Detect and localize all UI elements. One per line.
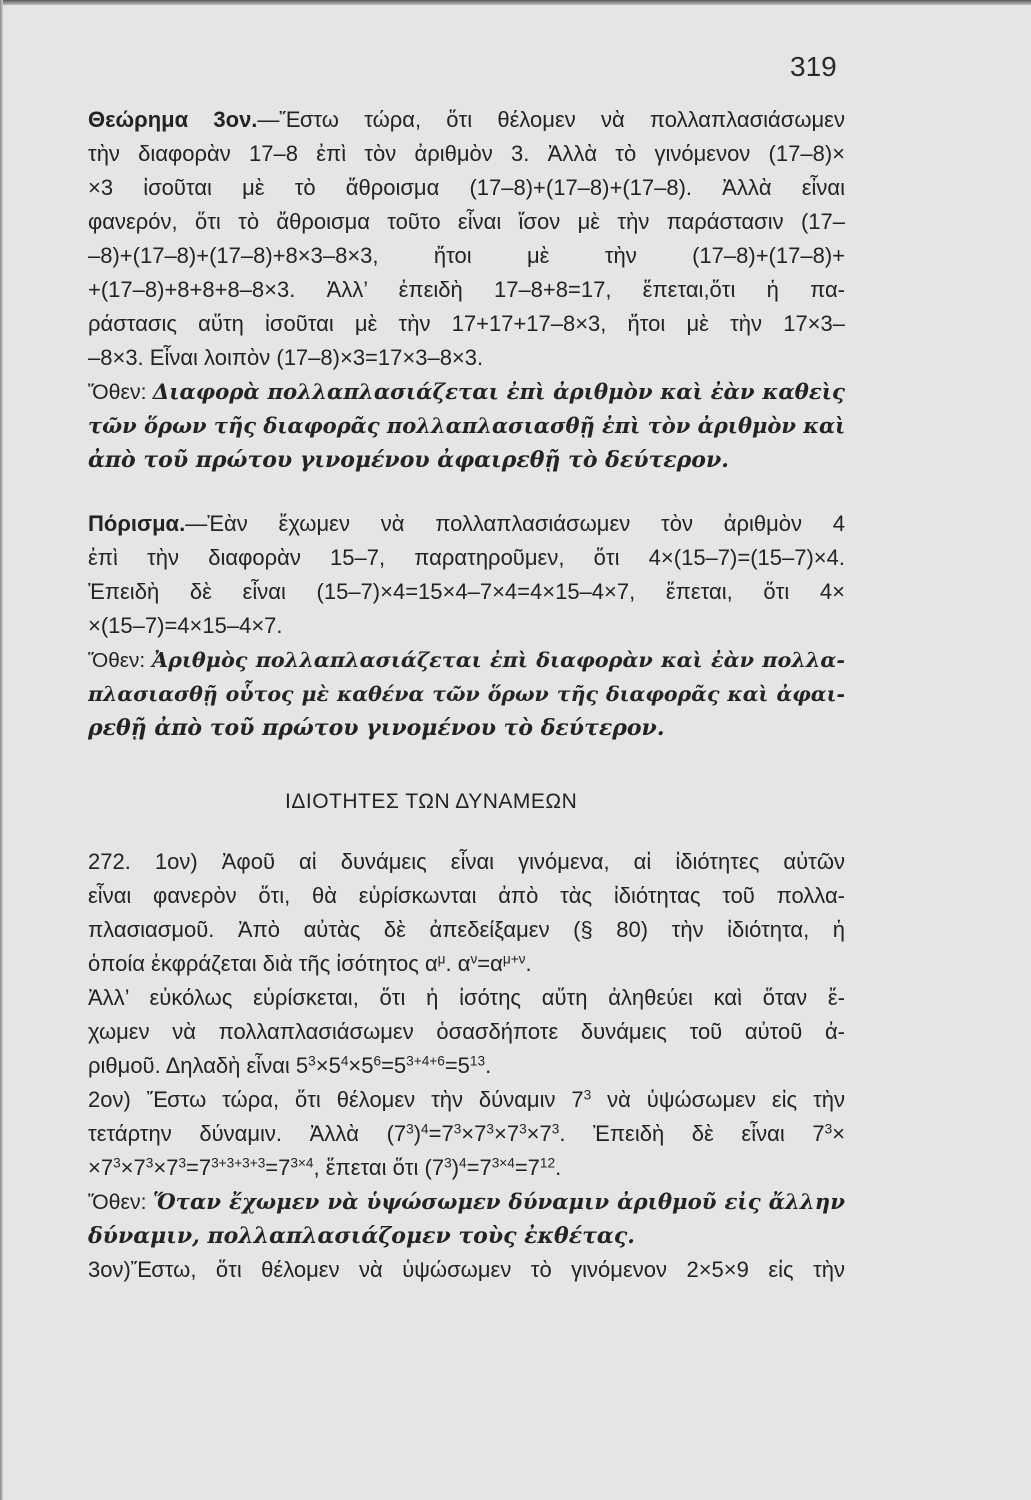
superscript: 3	[519, 1121, 527, 1137]
superscript: 6	[373, 1053, 382, 1069]
theorem-line-5: –8)+(17–8)+(17–8)+8×3–8×3, ἤτοι μὲ τὴν (17–8)+(17–8)+	[88, 243, 845, 268]
text-run: τετάρτην δύναμιν. Ἀλλὰ (7	[88, 1121, 407, 1146]
text-run: .	[555, 1155, 562, 1180]
theorem-line-1	[88, 103, 845, 137]
text-run: Ὅθεν:	[88, 380, 153, 404]
theorem-3-section	[88, 103, 845, 477]
rule-text: ἀπὸ τοῦ πρώτου γινομένου ἀφαιρεθῇ τὸ δεύτερον.	[88, 447, 729, 473]
text-run: , ἕπεται ὅτι (7	[313, 1155, 445, 1180]
text-run: =α	[477, 951, 503, 976]
text-run: ×7	[493, 1121, 520, 1146]
section-heading: ΙΔΙΟΤΗΤΕΣ ΤΩΝ ΔΥΝΑΜΕΩΝ	[285, 790, 578, 813]
superscript: 3×4	[290, 1155, 314, 1171]
powers-rule-line-1	[88, 1185, 845, 1219]
superscript: 3	[113, 1155, 121, 1171]
superscript: 13	[469, 1053, 486, 1069]
text-run: =7	[514, 1155, 540, 1180]
powers-line-6: χωμεν νὰ πολλαπλασιάσωμεν ὁσασδήποτε δυνάμεις τοῦ αὐτοῦ ἀ-	[88, 1019, 845, 1044]
superscript: 3	[551, 1121, 560, 1137]
powers-line-13: 3ον)Ἔστω, ὅτι θέλομεν νὰ ὑψώσωμεν τὸ γινόμενον 2×5×9 εἰς τὴν	[88, 1257, 845, 1282]
powers-line-3: πλασιασμοῦ. Ἀπὸ αὐτὰς δὲ ἀπεδείξαμεν (§ 80) τὴν ἰδιότητα, ἡ	[88, 917, 845, 942]
text-run: =7	[428, 1121, 454, 1146]
theorem-rule-line-3	[88, 443, 845, 477]
superscript: 3+4+6	[406, 1053, 445, 1069]
rule-text: πλασιασθῇ οὗτος μὲ καθένα τῶν ὅρων τῆς διαφορᾶς καὶ ἀφαι-	[88, 682, 845, 706]
superscript: 3	[824, 1121, 833, 1137]
superscript: 3	[178, 1155, 187, 1171]
superscript: 4	[421, 1121, 429, 1137]
text-run: =7	[265, 1155, 291, 1180]
corollary-line-3: Ἐπειδὴ δὲ εἶναι (15–7)×4=15×4–7×4=4×15–4×7, ἕπεται, ὅτι 4×	[88, 579, 845, 604]
text-run: ×7	[153, 1155, 179, 1180]
powers-rule-line-2	[88, 1219, 845, 1253]
corollary-rule-line-2	[88, 677, 845, 711]
powers-line-7	[88, 1049, 845, 1083]
powers-line-10	[88, 1151, 845, 1185]
corollary-rule-line-3	[88, 711, 845, 745]
rule-text: Ὅταν ἔχωμεν νὰ ὑψώσωμεν δύναμιν ἀριθμοῦ εἰς ἄλλην	[153, 1190, 845, 1215]
superscript: 3	[308, 1053, 316, 1069]
theorem-line-8: –8×3. Εἶναι λοιπὸν (17–8)×3=17×3–8×3.	[88, 345, 484, 370]
text-run: =7	[186, 1155, 212, 1180]
text-run: —Ἔστω τώρα, ὅτι θέλομεν νὰ πολλαπλασιάσωμεν	[257, 107, 845, 132]
text-run: —Ἐὰν ἔχωμεν νὰ πολλαπλασιάσωμεν τὸν ἀριθμὸν 4	[185, 511, 845, 536]
text-run: .	[485, 1053, 492, 1078]
theorem-line-2: τὴν διαφορὰν 17–8 ἐπὶ τὸν ἀριθμὸν 3. Ἀλλὰ τὸ γινόμενον (17–8)×	[88, 141, 845, 166]
rule-text: Ἀριθμὸς πολλαπλασιάζεται ἐπὶ διαφορὰν καὶ ἐὰν πολλα-	[151, 648, 845, 672]
superscript: 3	[486, 1121, 494, 1137]
superscript: 3	[444, 1155, 452, 1171]
rule-text: δύναμιν, πολλαπλασιάζομεν τοὺς ἐκθέτας.	[88, 1223, 635, 1249]
text-run: Ὅθεν:	[88, 649, 152, 672]
text-run: )	[413, 1121, 422, 1146]
rule-text: ρεθῇ ἀπὸ τοῦ πρώτου γινομένου τὸ δεύτερον.	[88, 715, 665, 741]
text-run: ×7	[88, 1155, 114, 1180]
text-run: . Ἐπειδὴ δὲ εἶναι 7	[559, 1121, 825, 1146]
superscript: 4	[340, 1053, 349, 1069]
text-run: )	[451, 1155, 460, 1180]
section-label: Πόρισμα.	[88, 511, 186, 536]
page-number: 319	[790, 51, 837, 82]
powers-line-8	[88, 1083, 845, 1117]
corollary-line-2: ἐπὶ τὴν διαφορὰν 15–7, παρατηροῦμεν, ὅτι 4×(15–7)=(15–7)×4.	[88, 545, 845, 570]
text-run: ×7	[120, 1155, 146, 1180]
text-run: ριθμοῦ. Δηλαδὴ εἶναι 5	[88, 1053, 309, 1078]
superscript: μ	[437, 951, 446, 967]
text-run: =5	[444, 1053, 470, 1078]
text-run: ×5	[315, 1053, 341, 1078]
text-run: ὁποία ἐκφράζεται διὰ τῆς ἰσότητος α	[88, 951, 438, 976]
superscript: 3	[453, 1121, 462, 1137]
powers-line-9	[88, 1117, 845, 1151]
superscript: 12	[539, 1155, 556, 1171]
superscript: 3	[583, 1087, 592, 1103]
superscript: 3	[406, 1121, 414, 1137]
powers-line-5: Ἀλλ’ εὐκόλως εὑρίσκεται, ὅτι ἡ ἰσότης αὕτη ἀληθεύει καὶ ὅταν ἔ-	[88, 985, 845, 1010]
superscript: ν	[470, 951, 478, 967]
powers-line-1: 272. 1ον) Ἀφοῦ αἱ δυνάμεις εἶναι γινόμενα, αἱ ἰδιότητες αὐτῶν	[88, 849, 845, 874]
text-run: =5	[381, 1053, 407, 1078]
text-run: .	[525, 951, 532, 976]
theorem-line-7: ράστασις αὕτη ἰσοῦται μὲ τὴν 17+17+17–8×3, ἤτοι μὲ τὴν 17×3–	[88, 311, 845, 336]
text-run: 2ον) Ἔστω τώρα, ὅτι θέλομεν τὴν δύναμιν 7	[88, 1087, 584, 1112]
rule-text: Διαφορὰ πολλαπλασιάζεται ἐπὶ ἀριθμὸν καὶ ἐὰν καθεὶς	[152, 380, 845, 405]
scan-top-edge	[0, 0, 1031, 5]
text-run: . α	[445, 951, 471, 976]
text-run: νὰ ὑψώσωμεν εἰς τὴν	[591, 1087, 845, 1112]
section-label: Θεώρημα 3ον.	[88, 107, 258, 132]
superscript: 4	[459, 1155, 467, 1171]
theorem-rule-line-2	[88, 409, 845, 443]
superscript: 3+3+3+3	[211, 1155, 266, 1171]
text-run: ×7	[526, 1121, 552, 1146]
superscript: μ+ν	[502, 951, 526, 967]
corollary-rule-line-1	[88, 643, 845, 677]
powers-line-4	[88, 947, 845, 981]
theorem-line-3: ×3 ἰσοῦται μὲ τὸ ἄθροισμα (17–8)+(17–8)+(17–8). Ἀλλὰ εἶναι	[88, 175, 845, 200]
text-run: ×5	[348, 1053, 374, 1078]
theorem-line-6: +(17–8)+8+8+8–8×3. Ἀλλ’ ἐπειδὴ 17–8+8=17, ἕπεται,ὅτι ἡ πα-	[88, 277, 845, 302]
powers-line-2: εἶναι φανερὸν ὅτι, θὰ εὑρίσκωνται ἀπὸ τὰς ἰδιότητας τοῦ πολλα-	[88, 883, 845, 908]
superscript: 3	[145, 1155, 154, 1171]
text-run: Ὅθεν:	[88, 1190, 153, 1214]
powers-section	[88, 845, 845, 1287]
corollary-line-1	[88, 507, 845, 541]
rule-text: τῶν ὅρων τῆς διαφορᾶς πολλαπλασιασθῇ ἐπὶ τὸν ἀριθμὸν καὶ	[88, 413, 845, 438]
text-run: ×7	[461, 1121, 487, 1146]
text-run: ×	[832, 1121, 845, 1146]
scan-left-edge	[0, 0, 3, 1500]
theorem-line-4: φανερόν, ὅτι τὸ ἄθροισμα τοῦτο εἶναι ἴσον μὲ τὴν παράστασιν (17–	[88, 209, 845, 234]
theorem-rule-line-1	[88, 375, 845, 409]
superscript: 3×4	[491, 1155, 515, 1171]
corollary-section	[88, 507, 845, 745]
corollary-line-4: ×(15–7)=4×15–4×7.	[88, 613, 283, 638]
text-run: =7	[466, 1155, 492, 1180]
